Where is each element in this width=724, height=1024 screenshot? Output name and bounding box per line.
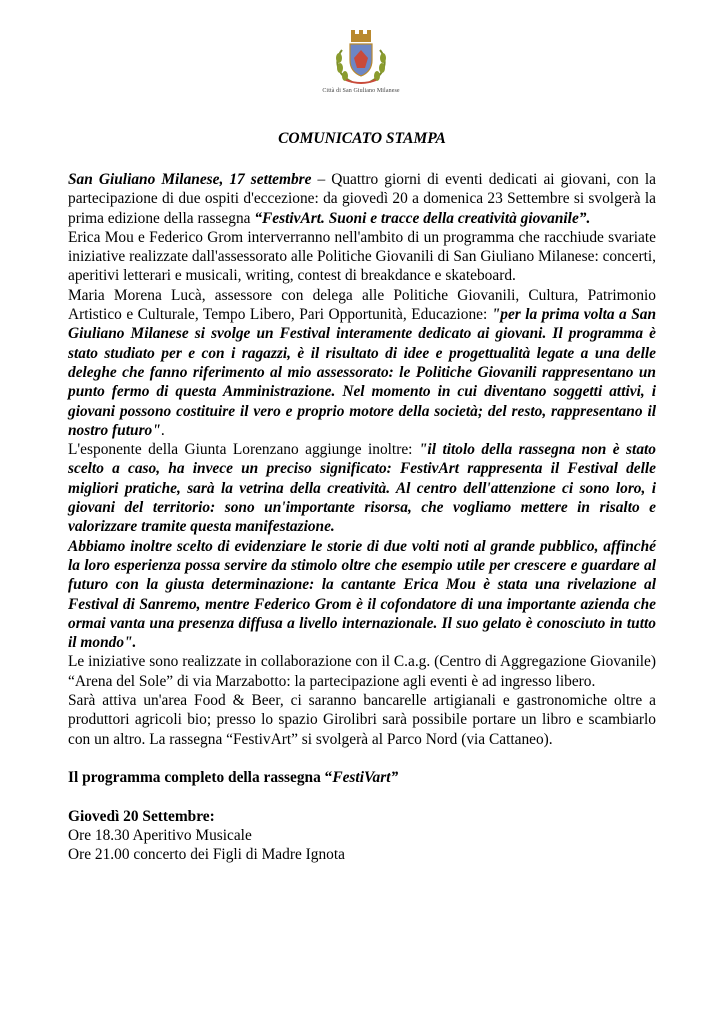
place-date: San Giuliano Milanese, 17 settembre bbox=[68, 171, 312, 188]
paragraph-guests-quote: Abbiamo inoltre scelto di evidenziare le storie di due volti noti al grande pubblico, affinché la loro esperienza possa servire da stimolo oltre che esempio utile per crescere e guardare al futuro con la giusta determinazione: la cantante Erica Mou è stata una rivelazione al Festival di Sanremo, mentre Federico Grom è il cofondatore di una importante azienda che ormai vanta una presenza diffusa a livello internazionale. Il suo gelato è conosciuto in tutto il mondo". bbox=[68, 537, 656, 652]
paragraph-food-beer: Sarà attiva un'area Food & Beer, ci saranno bancarelle artigianali e gastronomiche oltre a produttori agricoli bio; presso lo spazio Girolibri sarà possibile portare un libro e scambiarlo con un altro. La rassegna “FestivArt” si svolgerà al Parco Nord (via Cattaneo). bbox=[68, 692, 656, 748]
assessore-quote: "per la prima volta a San Giuliano Milanese si svolge un Festival interamente dedicato ai giovani. Il programma è stato studiato per e con i ragazzi, è il risultato di idee e progettualità legate a una delle deleghe che fanno riferimento al mio assessorato: le Politiche Giovanili rappresentano un punto fermo di questa Amministrazione. Nel momento in cui diventano soggetti attivi, i giovani possono costituire il vero e proprio motore della società; del resto, rappresentano il nostro futuro" bbox=[68, 306, 657, 439]
assessore-quote-end: . bbox=[160, 421, 165, 439]
program-item: Ore 21.00 concerto dei Figli di Madre Ignota bbox=[68, 846, 345, 864]
city-logo bbox=[306, 28, 416, 100]
event-name: “FestivArt. Suoni e tracce della creatività giovanile”. bbox=[254, 209, 591, 227]
lorenzano-intro: L'esponente della Giunta Lorenzano aggiunge inoltre: bbox=[68, 441, 419, 459]
logo-caption: Città di San Giuliano Milanese bbox=[322, 88, 400, 94]
day-label: Giovedì 20 Settembre: bbox=[68, 807, 215, 825]
spacer bbox=[68, 788, 656, 807]
program-heading-text: Il programma completo della rassegna “ bbox=[68, 769, 333, 787]
lorenzano-quote: "il titolo della rassegna non è stato scelto a caso, ha invece un preciso significato: FestivArt rappresenta il Festival delle migliori pratiche, sarà la vetrina della creatività. Al centro dell'attenzione ci sono loro, i giovani del territorio: sono un'importante risorsa, che vogliamo mettere in risalto e valorizzare tramite questa manifestazione. bbox=[68, 441, 656, 536]
paragraph-collaboration: Le iniziative sono realizzate in collaborazione con il C.a.g. (Centro di Aggregazione Giovanile) “Arena del Sole” di via Marzabotto: la partecipazione agli eventi è ad ingresso libero. bbox=[68, 653, 656, 690]
coat-of-arms-icon bbox=[328, 28, 394, 86]
program-item: Ore 18.30 Aperitivo Musicale bbox=[68, 827, 252, 845]
program-heading-name: FestiVart” bbox=[332, 769, 399, 787]
page-title: COMUNICATO STAMPA bbox=[278, 130, 446, 147]
paragraph-assessore bbox=[68, 286, 656, 440]
paragraph-lorenzano bbox=[68, 440, 656, 536]
intro-text: – Quattro giorni di eventi dedicati ai giovani, con la partecipazione di due ospiti d'eccezione: da giovedì 20 a domenica 23 Settembre si svolgerà la prima edizione della rassegna bbox=[68, 171, 656, 227]
program-heading bbox=[68, 768, 656, 787]
assessore-intro: Maria Morena Lucà, assessore con delega alle Politiche Giovanili, Cultura, Patrimonio Artistico e Culturale, Tempo Libero, Pari Opportunità, Educazione: bbox=[68, 286, 656, 324]
paragraph-guests: Erica Mou e Federico Grom interverranno nell'ambito di un programma che racchiude svariate iniziative realizzate dall'assessorato alle Politiche Giovanili di San Giuliano Milanese: concerti, aperitivi letterari e musicali, writing, contest di breakdance e skateboard. bbox=[68, 228, 656, 285]
press-release-body bbox=[68, 170, 656, 865]
spacer bbox=[68, 749, 656, 768]
paragraph-intro bbox=[68, 170, 656, 228]
